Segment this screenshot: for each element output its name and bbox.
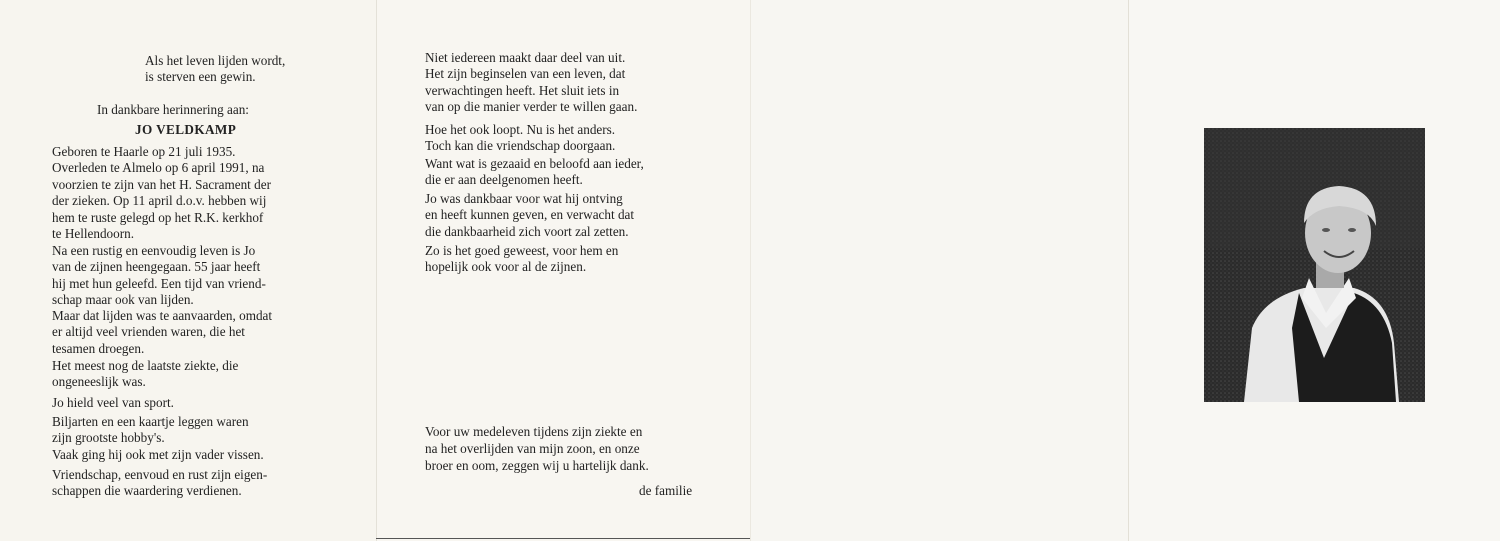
deceased-name: JO VELDKAMP — [135, 122, 237, 137]
intro-text: In dankbare herinnering aan: — [97, 102, 249, 117]
text-line: Biljarten en een kaartje leggen waren — [52, 414, 249, 429]
paragraph-principles — [425, 50, 637, 116]
paragraph-fishing — [52, 447, 264, 463]
text-line: Overleden te Almelo op 6 april 1991, na — [52, 160, 265, 176]
text-line: tesamen droegen. — [52, 340, 145, 356]
text-line: Jo hield veel van sport. — [52, 395, 174, 410]
text-line: Na een rustig en eenvoudig leven is Jo — [52, 243, 256, 258]
text-line: Het meest nog de laatste ziekte, die — [52, 358, 239, 373]
text-line: schappen die waardering verdienen. — [52, 483, 242, 499]
portrait-photo-icon — [1204, 128, 1425, 402]
text-line: Toch kan die vriendschap doorgaan. — [425, 138, 616, 154]
paragraph-biography — [52, 144, 271, 242]
text-line: voorzien te zijn van het H. Sacrament der — [52, 176, 271, 192]
text-line: Want wat is gezaaid en beloofd aan ieder, — [425, 156, 644, 171]
portrait-photo — [1204, 128, 1425, 402]
fold-edge-line — [376, 538, 750, 539]
text-line: Vaak ging hij ook met zijn vader vissen. — [52, 447, 264, 462]
card-panel-center-left — [376, 0, 750, 541]
paragraph-closing — [425, 243, 618, 276]
text-line: verwachtingen heeft. Het sluit iets in — [425, 82, 620, 98]
thank-you-note — [425, 424, 649, 474]
paragraph-illness — [52, 358, 238, 391]
paragraph-life — [52, 243, 266, 309]
family-signature: de familie — [639, 483, 693, 498]
motto-line: is sterven een gewin. — [145, 69, 256, 85]
paragraph-hobbies — [52, 414, 249, 447]
motto-line: Als het leven lijden wordt, — [145, 53, 286, 68]
text-line: van de zijnen heengegaan. 55 jaar heeft — [52, 259, 261, 275]
paragraph-virtues — [52, 467, 267, 500]
text-line: er altijd veel vrienden waren, die het — [52, 324, 245, 340]
text-line: hij met hun geleefd. Een tijd van vriend- — [52, 275, 266, 291]
paragraph-suffering — [52, 308, 272, 357]
text-line: hopelijk ook voor al de zijnen. — [425, 259, 587, 275]
text-line: Geboren te Haarle op 21 juli 1935. — [52, 144, 236, 159]
card-panel-center-right — [750, 0, 1128, 541]
text-line: Niet iedereen maakt daar deel van uit. — [425, 50, 626, 65]
text-line: broer en oom, zeggen wij u hartelijk dank. — [425, 457, 649, 473]
text-line: Voor uw medeleven tijdens zijn ziekte en — [425, 424, 643, 439]
text-line: der zieken. Op 11 april d.o.v. hebben wij — [52, 193, 267, 209]
text-line: hem te ruste gelegd op het R.K. kerkhof — [52, 209, 264, 225]
paragraph-gratitude — [425, 191, 634, 240]
text-line: schap maar ook van lijden. — [52, 292, 194, 308]
text-line: en heeft kunnen geven, en verwacht dat — [425, 207, 635, 223]
card-panel-left — [0, 0, 376, 541]
text-line: na het overlijden van mijn zoon, en onze — [425, 440, 640, 456]
text-line: van op die manier verder te willen gaan. — [425, 99, 638, 115]
text-line: Hoe het ook loopt. Nu is het anders. — [425, 122, 616, 137]
text-line: te Hellendoorn. — [52, 226, 135, 242]
text-line: Vriendschap, eenvoud en rust zijn eigen- — [52, 467, 268, 482]
text-line: Jo was dankbaar voor wat hij ontving — [425, 191, 623, 206]
text-line: Maar dat lijden was te aanvaarden, omdat — [52, 308, 273, 323]
paragraph-sown — [425, 156, 644, 189]
paragraph-friendship — [425, 122, 615, 155]
text-line: ongeneeslijk was. — [52, 374, 146, 390]
text-line: die er aan deelgenomen heeft. — [425, 172, 583, 188]
text-line: Zo is het goed geweest, voor hem en — [425, 243, 619, 258]
text-line: die dankbaarheid zich voort zal zetten. — [425, 223, 629, 239]
text-line: Het zijn beginselen van een leven, dat — [425, 66, 626, 82]
text-line: zijn grootste hobby's. — [52, 430, 165, 446]
motto — [145, 53, 285, 85]
paragraph-sport — [52, 395, 174, 411]
card-panel-right — [1128, 0, 1500, 541]
